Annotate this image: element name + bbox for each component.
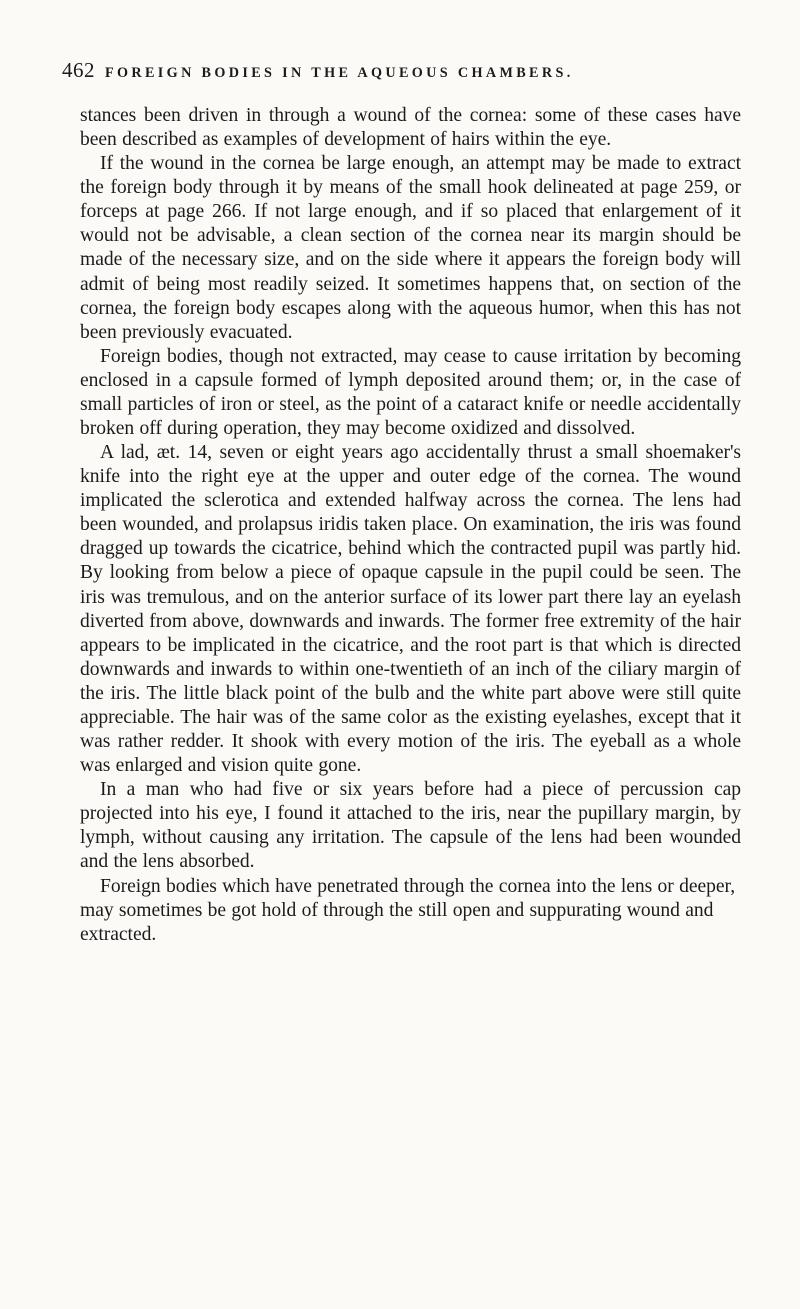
page-number: 462	[62, 58, 95, 82]
running-title: FOREIGN BODIES IN THE AQUEOUS CHAMBERS.	[105, 65, 574, 81]
paragraph: Foreign bodies, though not extracted, may cease to cause irritation by becoming enclosed in a capsule formed of lymph deposited around them; or, in the case of small particles of iron or steel, as the point of a cataract knife or needle accidentally broken off during operation, they may become oxidized and dissolved.	[80, 345, 741, 440]
paragraph: In a man who had five or six years before had a piece of percussion cap projected into his eye, I found it attached to the iris, near the pupillary margin, by lymph, without causing any irritation. The capsule of the lens had been wounded and the lens absorbed.	[80, 779, 741, 873]
paragraph: stances been driven in through a wound of the cornea: some of these cases have been described as examples of development of hairs within the eye.	[80, 105, 741, 151]
paragraph: If the wound in the cornea be large enough, an attempt may be made to extract the foreign body through it by means of the small hook delineated at page 259, or forceps at page 266. If not large enough, and if so placed that enlargement of it would not be advisable, a clean section of the cornea near its margin should be made of the necessary size, and on the side where it appears the foreign body will admit of being most readily seized. It sometimes happens that, on section of the cornea, the foreign body escapes along with the aqueous humor, when this has not been previously evacuated.	[80, 153, 741, 343]
paragraph: Foreign bodies which have penetrated through the cornea into the lens or deeper, may sometimes be got hold of through the still open and suppurating wound and extracted.	[80, 875, 736, 945]
body-text	[80, 104, 741, 947]
paragraph: A lad, æt. 14, seven or eight years ago accidentally thrust a small shoemaker's knife into the right eye at the upper and outer edge of the cornea. The wound implicated the sclerotica and extended halfway across the cornea. The lens had been wounded, and prolapsus iridis taken place. On examination, the iris was found dragged up towards the cicatrice, behind which the contracted pupil was partly hid. By looking from below a piece of opaque capsule in the pupil could be seen. The iris was tremulous, and on the anterior surface of its lower part there lay an eyelash diverted from above, downwards and inwards. The former free extremity of the hair appears to be implicated in the cicatrice, and the root part is that which is directed downwards and inwards to within one-twentieth of an inch of the ciliary margin of the iris. The little black point of the bulb and the white part above were still quite appreciable. The hair was of the same color as the existing eyelashes, except that it was rather redder. It shook with every motion of the iris. The eyeball as a whole was enlarged and vision quite gone.	[80, 442, 741, 777]
running-header	[62, 58, 742, 85]
